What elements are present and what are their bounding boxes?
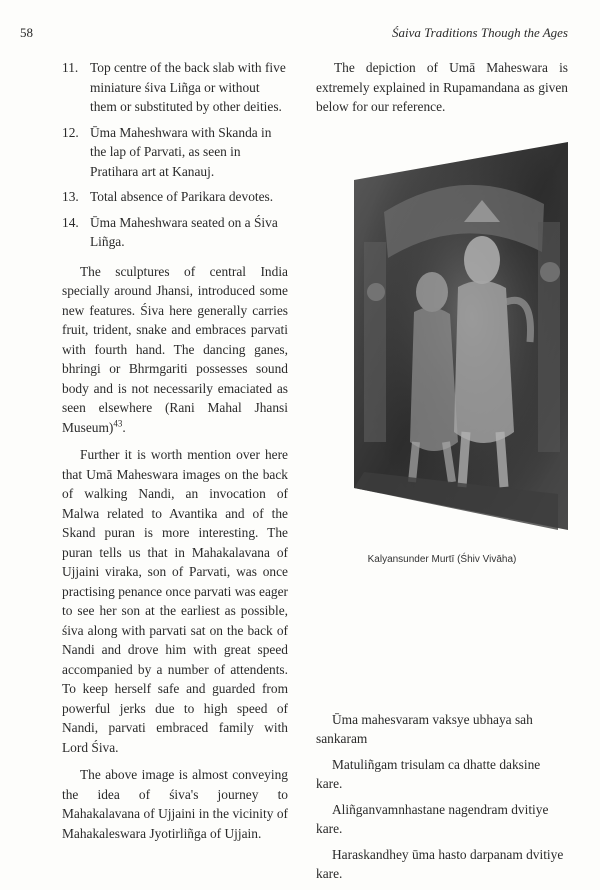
left-column — [62, 58, 288, 851]
running-head: Śaiva Traditions Though the Ages — [392, 25, 568, 40]
list-item — [62, 123, 288, 182]
verse-line: Ūma mahesvaram vaksye ubhaya sah sankaram — [316, 711, 533, 746]
feature-list — [62, 58, 288, 252]
verse-line: Aliñganvamnhastane nagendram dvitiye kare. — [316, 801, 549, 836]
list-number: 11. — [62, 60, 79, 75]
list-item — [62, 213, 288, 252]
list-item — [62, 187, 288, 207]
paragraph-rupamandana-intro: The depiction of Umā Maheswara is extremely explained in Rupamandana as given below for our reference. — [316, 60, 568, 114]
verse-line: Haraskandhey ūma hasto darpanam dvitiye kare. — [316, 846, 564, 881]
paragraph-mahakalavana: The above image is almost conveying the idea of śiva's journey to Mahakalavana of Ujjaini in the vicinity of Mahakaleswara Jyotirliñga of Ujjain. — [62, 767, 288, 841]
list-number: 13. — [62, 189, 79, 204]
verse-block — [316, 710, 568, 890]
list-number: 14. — [62, 214, 79, 230]
list-text: Total absence of Parikara devotes. — [90, 189, 274, 204]
list-text: Top centre of the back slab with five miniature śiva Liñga or without them or substituted by other deities. — [90, 60, 286, 114]
verse-line: Matuliñgam trisulam ca dhatte daksine kare. — [316, 756, 541, 791]
sculpture-photo — [354, 142, 568, 534]
figure-caption: Kalyansunder Murtī (Śhiv Vivāha) — [367, 553, 517, 565]
list-text: Ūma Maheshwara seated on a Śiva Liñga. — [90, 214, 278, 249]
sculpture-figure — [316, 142, 568, 881]
paragraph-text: The sculptures of central India specially around Jhansi, introduced some new features. Śiva here generally carries fruit, trident, snake and embraces parvati with fourth hand. The dancing ganes, bhringi or Bhrmgariti possesses sound body and is not necessarily emaciated as seen elsewhere (Rani Mahal Jhansi Museum) — [62, 263, 288, 435]
paragraph-end: . — [122, 419, 126, 435]
list-number: 12. — [62, 124, 79, 140]
list-item — [62, 58, 288, 117]
page-number: 58 — [20, 25, 33, 40]
footnote-marker: 43 — [113, 418, 123, 429]
paragraph-nandi-journey: Further it is worth mention over here that Umā Maheswara images on the back of walking Nandi, an invocation of Malwa related to Avantika and of the Skand puran is more interesting. The puran tells us that in Mahakalavana of Ujjaini viraka, son of Parvati, was once practising penance once parvati was eager to see her son at the earliest as possible, śiva along with parvati sat on the back of Nandi and drove him with great speed accompanied by a number of attendents. To keep herself safe and guarded from powerful jerks due to high speed of Nandi, parvati embraced family with Lord Śiva. — [62, 447, 288, 755]
paragraph-jhansi-sculptures — [62, 262, 288, 438]
list-text: Ūma Maheshwara with Skanda in the lap of Parvati, as seen in Pratihara art at Kanauj. — [90, 124, 272, 179]
right-column — [316, 58, 568, 881]
